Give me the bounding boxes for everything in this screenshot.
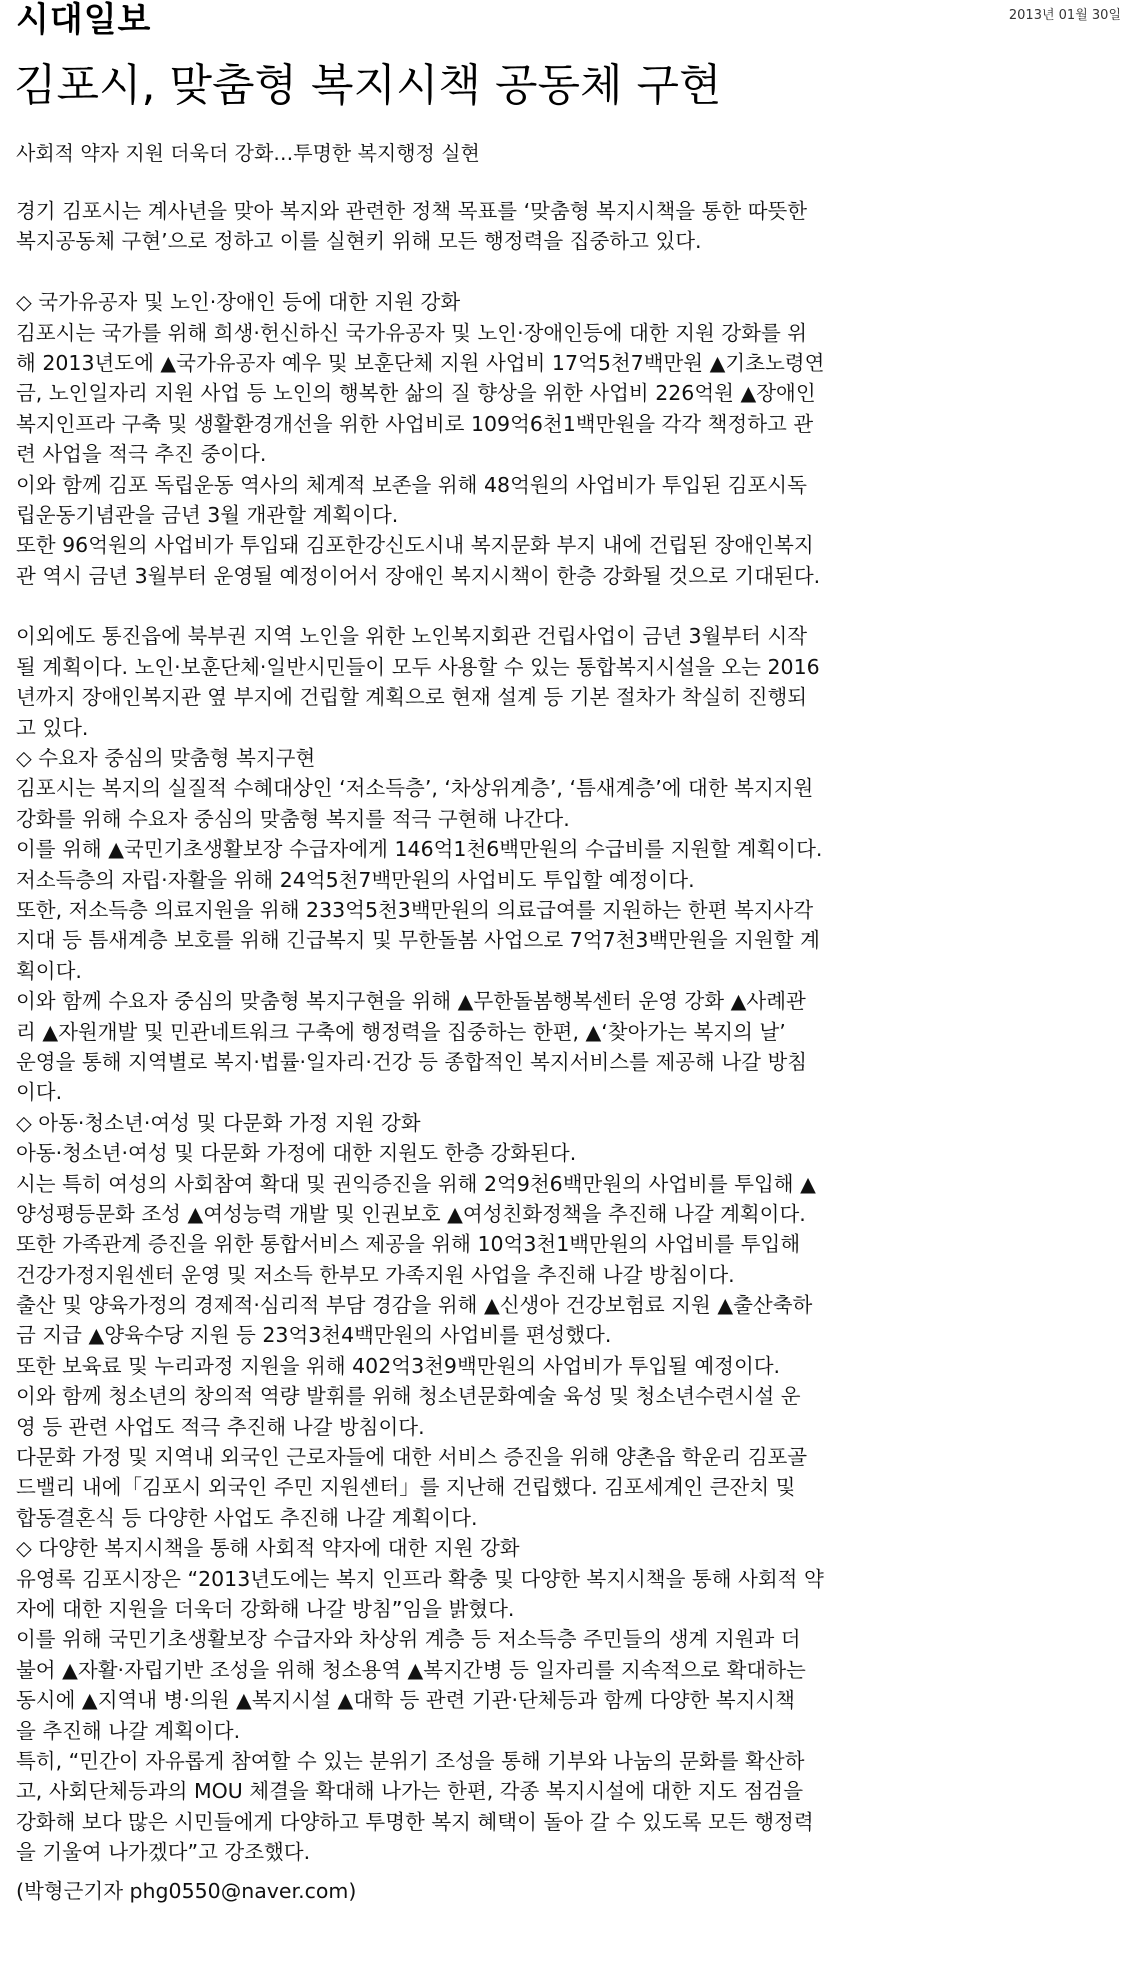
article-line: ◇ 다양한 복지시책을 통해 사회적 약자에 대한 지원 강화 xyxy=(16,1536,520,1561)
article-line: 해 2013년도에 ▲국가유공자 예우 및 보훈단체 지원 사업비 17억5천7백만원 ▲기초노령연 xyxy=(16,350,825,375)
article-line: 아동·청소년·여성 및 다문화 가정에 대한 지원도 한층 강화된다. xyxy=(16,1141,577,1166)
article-line: 관 역시 금년 3월부터 운영될 예정이어서 장애인 복지시책이 한층 강화될 것으로 기대된다. xyxy=(16,563,821,588)
article-line: 복지공동체 구현’으로 정하고 이를 실현키 위해 모든 행정력을 집중하고 있다. xyxy=(16,229,702,254)
article-line: 불어 ▲자활·자립기반 조성을 위해 청소용역 ▲복지간병 등 일자리를 지속적으로 확대하는 xyxy=(16,1657,806,1682)
article-line: 다문화 가정 및 지역내 외국인 근로자들에 대한 서비스 증진을 위해 양촌읍 학운리 김포골 xyxy=(16,1445,808,1470)
article-subtitle: 사회적 약자 지원 더욱더 강화…투명한 복지행정 실현 xyxy=(16,141,480,165)
article-line: 자에 대한 지원을 더욱더 강화해 나갈 방침”임을 밝혔다. xyxy=(16,1596,515,1621)
article-line: 이와 함께 수요자 중심의 맞춤형 복지구현을 위해 ▲무한돌봄행복센터 운영 강화 ▲사례관 xyxy=(16,989,806,1014)
article-line: 또한, 저소득층 의료지원을 위해 233억5천3백만원의 의료급여를 지원하는 한편 복지사각 xyxy=(16,897,814,922)
article-line: ◇ 아동·청소년·여성 및 다문화 가정 지원 강화 xyxy=(16,1110,421,1135)
article-headline: 김포시, 맞춤형 복지시책 공동체 구현 xyxy=(14,60,722,111)
article-line: 련 사업을 적극 추진 중이다. xyxy=(16,442,267,467)
article-line: 동시에 ▲지역내 병·의원 ▲복지시설 ▲대학 등 관련 기관·단체등과 함께 다양한 복지시책 xyxy=(16,1688,795,1713)
publication-date: 2013년 01월 30일 xyxy=(1008,8,1121,23)
article-line: 이와 함께 청소년의 창의적 역량 발휘를 위해 청소년문화예술 육성 및 청소년수련시설 운 xyxy=(16,1384,801,1409)
article-line: 경기 김포시는 계사년을 맞아 복지와 관련한 정책 목표를 ‘맞춤형 복지시책을 통한 따뜻한 xyxy=(16,199,808,223)
paragraph-spacer xyxy=(16,591,1122,621)
article-line: 이를 위해 ▲국민기초생활보장 수급자에게 146억1천6백만원의 수급비를 지원할 계획이다. xyxy=(16,837,823,862)
article-line: 또한 96억원의 사업비가 투입돼 김포한강신도시내 복지문화 부지 내에 건립된 장애인복지 xyxy=(16,533,814,558)
article-line: 또한 가족관계 증진을 위한 통합서비스 제공을 위해 10억3천1백만원의 사업비를 투입해 xyxy=(16,1232,801,1257)
article-line: 운영을 통해 지역별로 복지·법률·일자리·건강 등 종합적인 복지서비스를 제공해 나갈 방침 xyxy=(16,1049,808,1074)
article-line: 저소득층의 자립·자활을 위해 24억5천7백만원의 사업비도 투입할 예정이다. xyxy=(16,867,695,892)
article-line: 복지인프라 구축 및 생활환경개선을 위한 사업비로 109억6천1백만원을 각각 책정하고 관 xyxy=(16,411,814,436)
article-line: 이와 함께 김포 독립운동 역사의 체계적 보존을 위해 48억원의 사업비가 투입된 김포시독 xyxy=(16,472,807,497)
article-line: 영 등 관련 사업도 적극 추진해 나갈 방침이다. xyxy=(16,1414,425,1439)
article-line: 합동결혼식 등 다양한 사업도 추진해 나갈 계획이다. xyxy=(16,1505,478,1530)
article-line: 김포시는 복지의 실질적 수혜대상인 ‘저소득층’, ‘차상위계층’, ‘틈새계층’에 대한 복지지원 xyxy=(16,776,814,801)
article-line: 을 추진해 나갈 계획이다. xyxy=(16,1718,241,1743)
paragraph-spacer xyxy=(16,257,1122,287)
article-line: 금, 노인일자리 지원 사업 등 노인의 행복한 삶의 질 향상을 위한 사업비 226억원 ▲장애인 xyxy=(16,381,816,406)
article-line: ◇ 수요자 중심의 맞춤형 복지구현 xyxy=(16,746,316,771)
article-line: 고, 사회단체등과의 MOU 체결을 확대해 나가는 한편, 각종 복지시설에 대한 지도 점검을 xyxy=(16,1779,804,1804)
article-line: 또한 보육료 및 누리과정 지원을 위해 402억3천9백만원의 사업비가 투입될 예정이다. xyxy=(16,1353,781,1378)
article-line: 유영록 김포시장은 “2013년도에는 복지 인프라 확충 및 다양한 복지시책을 통해 사회적 약 xyxy=(16,1566,824,1591)
article-line: 금 지급 ▲양육수당 지원 등 23억3천4백만원의 사업비를 편성했다. xyxy=(16,1323,612,1348)
article-line: 립운동기념관을 금년 3월 개관할 계획이다. xyxy=(16,502,399,527)
article-line: 이를 위해 국민기초생활보장 수급자와 차상위 계층 등 저소득층 주민들의 생계 지원과 더 xyxy=(16,1627,801,1652)
article-line: 이외에도 통진읍에 북부권 지역 노인을 위한 노인복지회관 건립사업이 금년 3월부터 시작 xyxy=(16,624,808,649)
article-line: 고 있다. xyxy=(16,715,89,740)
article-line: ◇ 국가유공자 및 노인·장애인 등에 대한 지원 강화 xyxy=(16,290,461,315)
article-line: 을 기울여 나가겠다”고 강조했다. xyxy=(16,1840,311,1865)
article-line: 지대 등 틈새계층 보호를 위해 긴급복지 및 무한돌봄 사업으로 7억7천3백만원을 지원할 계 xyxy=(16,928,820,953)
article-line: 건강가정지원센터 운영 및 저소득 한부모 가족지원 사업을 추진해 나갈 방침이다. xyxy=(16,1262,735,1287)
article-line: 특히, “민간이 자유롭게 참여할 수 있는 분위기 조성을 통해 기부와 나눔의 문화를 확산하 xyxy=(16,1748,805,1773)
article-line: 강화를 위해 수요자 중심의 맞춤형 복지를 적극 구현해 나간다. xyxy=(16,806,570,831)
article-line: 드밸리 내에「김포시 외국인 주민 지원센터」를 지난해 건립했다. 김포세계인 큰잔치 및 xyxy=(16,1475,796,1500)
article-line: 될 계획이다. 노인·보훈단체·일반시민들이 모두 사용할 수 있는 통합복지시설을 오는 2016 xyxy=(16,654,820,679)
article-line: 리 ▲자원개발 및 민관네트워크 구축에 행정력을 집중하는 한편, ▲‘찾아가는 복지의 날’ xyxy=(16,1019,786,1044)
article-line: 시는 특히 여성의 사회참여 확대 및 권익증진을 위해 2억9천6백만원의 사업비를 투입해 ▲ xyxy=(16,1171,816,1196)
article-body xyxy=(16,196,1122,1867)
newspaper-masthead: 시대일보 xyxy=(16,0,152,40)
article-line: 획이다. xyxy=(16,958,82,983)
article-byline: (박형근기자 phg0550@naver.com) xyxy=(16,1879,357,1903)
article-line: 출산 및 양육가정의 경제적·심리적 부담 경감을 위해 ▲신생아 건강보험료 지원 ▲출산축하 xyxy=(16,1293,813,1318)
article-line: 이다. xyxy=(16,1080,63,1105)
article-line: 양성평등문화 조성 ▲여성능력 개발 및 인권보호 ▲여성친화정책을 추진해 나갈 계획이다. xyxy=(16,1201,806,1226)
article-line: 년까지 장애인복지관 옆 부지에 건립할 계획으로 현재 설계 등 기본 절차가 착실히 진행되 xyxy=(16,685,808,710)
article-line: 김포시는 국가를 위해 희생·헌신하신 국가유공자 및 노인·장애인등에 대한 지원 강화를 위 xyxy=(16,320,808,345)
article-line: 강화해 보다 많은 시민들에게 다양하고 투명한 복지 혜택이 돌아 갈 수 있도록 모든 행정력 xyxy=(16,1809,814,1834)
